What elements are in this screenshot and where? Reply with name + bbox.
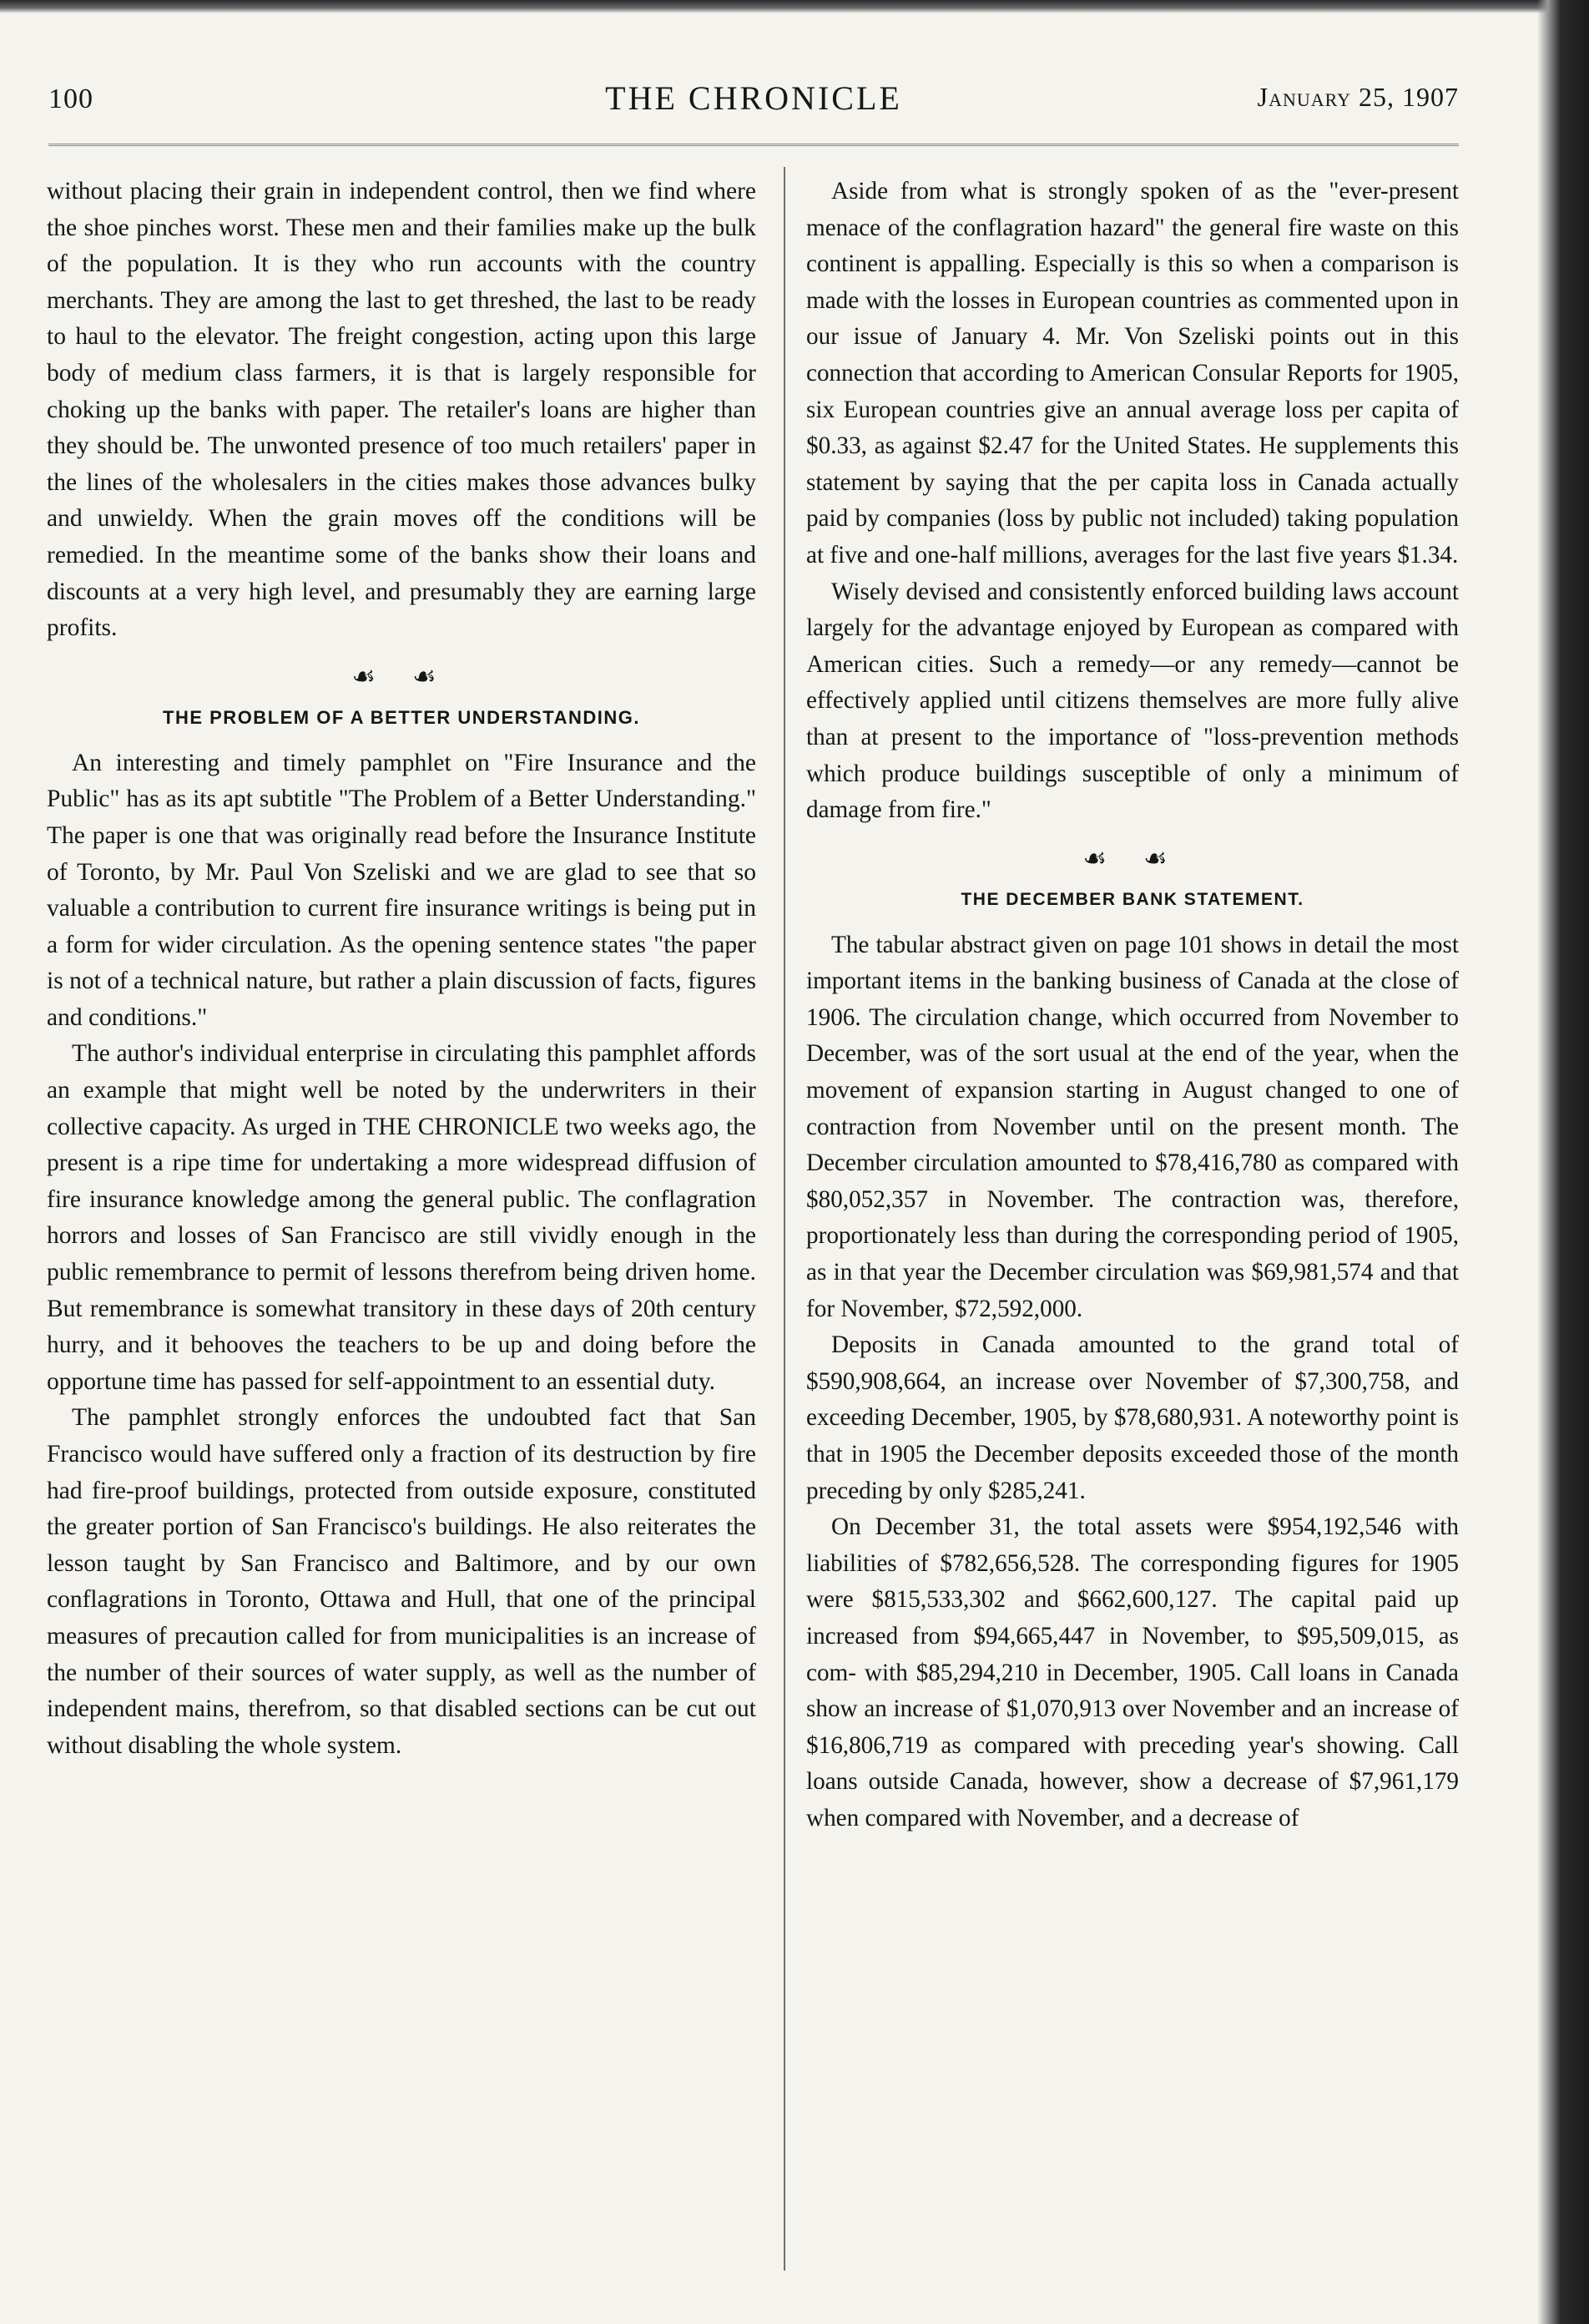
column-divider [784,167,785,2271]
journal-title: THE CHRONICLE [605,79,902,117]
ornament-separator: ☙ ☙ [1082,842,1183,873]
right-paragraph-2: Wisely devised and consistently enforced building laws account largely for the advantage enjoyed by European as compared with American cities. Such a remedy—or any remedy—cannot be effectively applied until citizens themselves are more fully alive than at present to the importance of "loss-prevention methods which produce buildings susceptible of only a minimum of damage from fire." [806,578,1459,824]
issue-date: January 25, 1907 [1257,82,1459,112]
ornament-separator: ☙ ☙ [351,660,451,691]
left-paragraph-2: An interesting and timely pamphlet on "Fire Insurance and the Public" has as its apt subtitle "The Problem of a Better Understanding." The paper is one that was originally read before the Insurance Institute of Toronto, by Mr. Paul Von Szeliski and we are glad to see that so valuable a contribution to current fire insurance writings is being put in a form for wider circulation. As the opening sentence states "the paper is not of a technical nature, but rather a plain discussion of facts, figures and conditions." [47,749,756,1031]
left-paragraph-1: without placing their grain in independent control, then we find where the shoe pinches worst. These men and their families make up the bulk of the population. It is they who run accounts with the country merchants. They are among the last to get threshed, the last to be ready to haul to the elevator. The freight congestion, acting upon this large body of medium class farmers, it is that is largely responsible for choking up the banks with paper. The retailer's loans are higher than they should be. The unwonted presence of too much retailers' paper in the lines of the wholesalers in the cities makes those advances bulky and unwieldy. When the grain moves off the conditions will be remedied. In the meantime some of the banks show their loans and discounts at a very high level, and presumably they are earning large profits. [47,178,756,642]
right-paragraph-5: On December 31, the total assets were $954,192,546 with liabilities of $782,656,528. The corresponding figures for 1905 were $815,533,302 and $662,600,127. The capital paid up increased from $94,665,447 in November, to $95,509,015, as com- with $85,294,210 in December, 1905. Call loans in Canada show an increase of $1,070,913 over November and an increase of $16,806,719 as compared with preceding year's showing. Call loans outside Canada, however, show a decrease of $7,961,179 when compared with November, and a decrease of [806,1513,1459,1831]
page-header [48,77,1459,119]
right-column [806,174,1459,1837]
right-paragraph-1: Aside from what is strongly spoken of as the "ever-present menace of the conflagration hazard" the general fire waste on this continent is appalling. Especially is this so when a comparison is made with the losses in European countries as commented upon in our issue of January 4. Mr. Von Szeliski points out in this connection that according to American Consular Reports for 1905, six European countries give an annual average loss per capita of $0.33, as against $2.47 for the United States. He supplements this statement by saying that the per capita loss in Canada actually paid by companies (loss by public not included) taking population at five and one-half millions, averages for the last five years $1.34. [806,178,1459,568]
scan-shadow-top [0,0,1589,13]
section-heading-better-understanding: THE PROBLEM OF A BETTER UNDERSTANDING. [163,706,640,728]
left-column [47,174,756,1764]
right-paragraph-3: The tabular abstract given on page 101 shows in detail the most important items in the banking business of Canada at the close of 1906. The circulation change, which occurred from November to December, was of the sort usual at the end of the year, when the movement of expansion starting in August changed to one of contraction from November until on the present month. The December circulation amounted to $78,416,780 as compared with $80,052,357 in November. The contraction was, therefore, proportionately less than during the corresponding period of 1905, as in that year the December circulation was $69,981,574 and that for November, $72,592,000. [806,931,1459,1322]
right-paragraph-4: Deposits in Canada amounted to the grand total of $590,908,664, an increase over November of $7,300,758, and exceeding December, 1905, by $78,680,931. A noteworthy point is that in 1905 the December deposits exceeded those of the month preceding by only $285,241. [806,1331,1459,1504]
scan-shadow-right [1537,0,1589,2324]
left-paragraph-3: The author's individual enterprise in circulating this pamphlet affords an example that might well be noted by the underwriters in their collective capacity. As urged in THE CHRONICLE two weeks ago, the present is a ripe time for undertaking a more widespread diffusion of fire insurance knowledge among the general public. The conflagration horrors and losses of San Francisco are still vividly enough in the public remembrance to permit of lessons therefrom being driven home. But remembrance is somewhat transitory in these days of 20th century hurry, and it behooves the teachers to be up and doing before the opportune time has passed for self-appointment to an essential duty. [47,1040,756,1395]
left-paragraph-4: The pamphlet strongly enforces the undoubted fact that San Francisco would have suffered only a fraction of its destruction by fire had fire-proof buildings, protected from outside exposure, constituted the greater portion of San Francisco's buildings. He also reiterates the lesson taught by San Francisco and Baltimore, and by our own conflagrations in Toronto, Ottawa and Hull, that one of the principal measures of precaution called for from municipalities is an increase of the number of their sources of water supply, as well as the number of independent mains, therefrom, so that disabled sections can be cut out without disabling the whole system. [47,1404,756,1759]
section-heading-bank-statement: THE DECEMBER BANK STATEMENT. [961,889,1304,909]
header-rule [48,144,1459,146]
page-number: 100 [48,83,93,114]
